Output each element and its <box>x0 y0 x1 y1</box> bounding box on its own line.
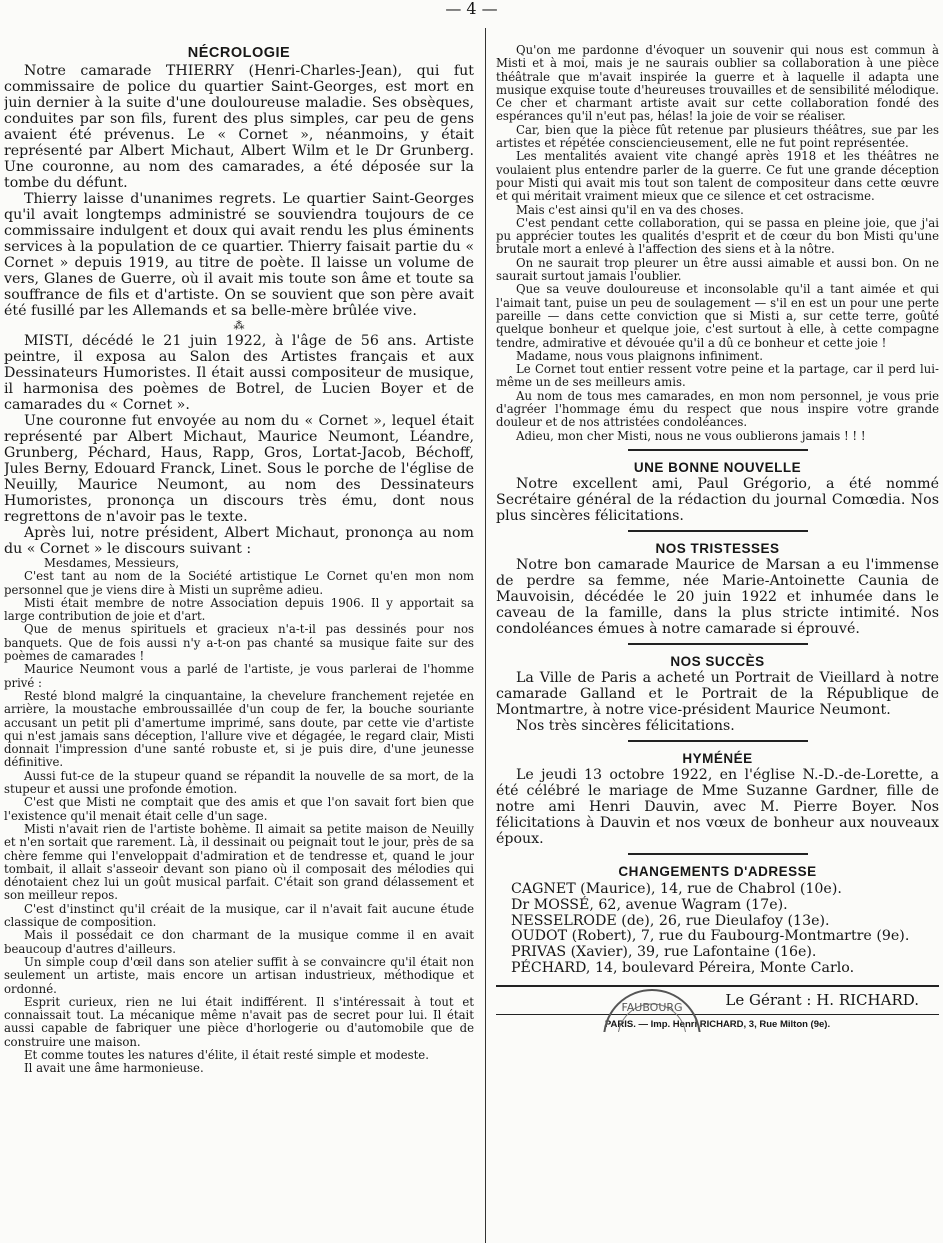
speech-paragraph: Misti n'avait rien de l'artiste bohème. Il aimait sa petite maison de Neuilly et n'en sortait que rarement. Là, il dessinait ou peignait tout le jour, près de sa chère femme qui l'enveloppait d'admiration et de tendresse et, quand le jour tombait, il allait s'asseoir devant son piano où il composait des mélodies qui dénotaient chez lui un goût musical parfait. C'était son grand délassement et son meilleur repos. <box>4 821 474 903</box>
bonne-nouvelle-title: UNE BONNE NOUVELLE <box>633 459 802 475</box>
necrologie-title: NÉCROLOGIE <box>187 45 291 61</box>
speech-paragraph: Maurice Neumont vous a parlé de l'artiste, je vous parlerai de l'homme privé : <box>4 662 474 690</box>
speech-paragraph: Car, bien que la pièce fût retenue par plusieurs théâtres, sue par les artistes et répétée consciencieusement, elle ne fut point représentée. <box>496 122 939 151</box>
necrologie-paragraph: Notre camarade THIERRY (Henri-Charles-Jean), qui fut commissaire de police du quartier Saint-Georges, est mort en juin dernier à la suite d'une douloureuse maladie. Ses obsèques, conduites par son fils, furent des plus simples, car peu de gens avaient été prévenus. Le « Cornet », néanmoins, y était représenté par Albert Michaut, Albert Wilm et le Dr Grunberg. Une couronne, au nom des camarades, a été déposée sur la tombe du défunt. <box>4 63 474 191</box>
succes-text: Nos très sincères félicitations. <box>516 717 735 734</box>
hymenee-title: HYMÉNÉE <box>682 750 753 766</box>
speech-paragraph: Le Cornet tout entier ressent votre peine et la partage, car il perd lui-même un de ses meilleurs amis. <box>496 362 939 390</box>
speech-paragraph: Aussi fut-ce de la stupeur quand se répandit la nouvelle de sa mort, de la stupeur et aussi une profonde émotion. <box>4 768 474 797</box>
printer-line: PARIS. — Imp. Henri RICHARD, 3, Rue Milton (9e). <box>496 1014 939 1032</box>
speech-text <box>4 570 474 1075</box>
address-item: Dr MOSSÉ, 62, avenue Wagram (17e). <box>511 896 788 913</box>
footer <box>496 985 939 1032</box>
hymenee-text: Le jeudi 13 octobre 1922, en l'église N.-D.-de-Lorette, a été célébré le mariage de Mme Suzanne Gardner, fille de notre ami Henri Dauvin, avec M. Pierre Boyer. Nos félicitations à Dauvin et nos vœux de bonheur aux nouveaux époux. <box>496 766 939 847</box>
speech-paragraph: Madame, nous vous plaignons infiniment. <box>516 348 763 363</box>
speech-paragraph: Il avait une âme harmonieuse. <box>24 1061 204 1076</box>
speech-paragraph: Mais c'est ainsi qu'il en va des choses. <box>516 202 744 217</box>
speech-paragraph: Les mentalités avaient vite changé après 1918 et les théâtres ne voulaient plus entendre parler de la guerre. Ce fut une grande déception pour Misti qui avait mis tout son talent de compositeur dans cette œuvre et qui méritait vraiment mieux que ce silence et cet ostracisme. <box>496 149 939 204</box>
address-item: OUDOT (Robert), 7, rue du Faubourg-Montmartre (9e). <box>511 928 910 945</box>
tristesses-title: NOS TRISTESSES <box>655 540 780 556</box>
speech-paragraph: C'est tant au nom de la Société artistique Le Cornet qu'en mon nom personnel que je viens dire à Misti un suprême adieu. <box>4 569 474 597</box>
address-item: PÉCHARD, 14, boulevard Péreira, Monte Carlo. <box>511 959 855 976</box>
ornament: ⁂ <box>233 319 245 332</box>
necrologie-paragraph: Après lui, notre président, Albert Michaut, prononça au nom du « Cornet » le discours suivant : <box>4 525 474 557</box>
right-column <box>496 44 939 1032</box>
section-rule <box>628 530 808 532</box>
bonne-nouvelle-text: Notre excellent ami, Paul Grégorio, a été nommé Secrétaire général de la rédaction du journal Comœdia. Nos plus sincères félicitations. <box>496 475 939 524</box>
section-rule <box>628 449 808 451</box>
speech-paragraph: Esprit curieux, rien ne lui était indifférent. Il s'intéressait à tout et connaissait tout. La mécanique même n'avait pas de secret pour lui. Il était aussi capable de fabriquer une pièce d'horlogerie ou d'automobile que de construire une maison. <box>4 994 474 1049</box>
speech-paragraph: Que de menus spirituels et gracieux n'a-t-il pas dessinés pour nos banquets. Que de fois aussi n'y a-t-on pas chanté sa musique faite sur des poèmes de camarades ! <box>4 622 474 664</box>
page-number: — 4 — <box>445 0 498 18</box>
speech-paragraph: Et comme toutes les natures d'élite, il était resté simple et modeste. <box>24 1047 429 1062</box>
speech-paragraph: Misti était membre de notre Association depuis 1906. Il y apportait sa large contribution de joie et d'art. <box>4 595 474 624</box>
column-divider <box>485 28 486 1243</box>
tristesses-text: Notre bon camarade Maurice de Marsan a eu l'immense de perdre sa femme, née Marie-Antoinette Caunia de Mauvoisin, décédée le 20 juin 1922 et inhumée dans le caveau de la famille, dans la plus stricte intimité. Nos condoléances émues à notre camarade si éprouvé. <box>496 556 939 637</box>
adresses-title: CHANGEMENTS D'ADRESSE <box>618 863 817 879</box>
speech-paragraph: On ne saurait trop pleurer un être aussi aimable et aussi bon. On ne saurait surtout jamais l'oublier. <box>496 255 939 284</box>
speech-paragraph: C'est pendant cette collaboration, qui se passa en pleine joie, que j'ai pu apprécier toutes les qualités d'esprit et de cœur du bon Misti qu'une brutale mort a enlevé à l'affection des siens et à la nôtre. <box>496 215 939 257</box>
speech-paragraph: Que sa veuve douloureuse et inconsolable qu'il a tant aimée et qui l'aimait tant, puise un peu de soulagement — s'il en est un pour une perte pareille — dans cette conviction que si Misti a, sur cette terre, goûté quelque bonheur et quelque joie, c'est surtout à elle, à cette compagne tendre, admirative et dévouée qu'il a dû ce bonheur et cette joie ! <box>496 282 939 350</box>
necrologie-paragraph: Une couronne fut envoyée au nom du « Cornet », lequel était représenté par Albert Michaut, Maurice Neumont, Léandre, Grunberg, Péchard, Haus, Rapp, Gros, Lortat-Jacob, Béchoff, Jules Berny, Edouard Franck, Linet. Sous le porche de l'église de Neuilly, Maurice Neumont, au nom des Dessinateurs Humoristes, prononça un discours très ému, dont nous regrettons de n'avoir pas le texte. <box>4 413 474 525</box>
speech-paragraph: C'est d'instinct qu'il créait de la musique, car il n'avait fait aucune étude classique de composition. <box>4 901 474 930</box>
necrologie-paragraph: MISTI, décédé le 21 juin 1922, à l'âge de 56 ans. Artiste peintre, il exposa au Salon des Artistes français et aux Dessinateurs Humoristes. Il était aussi compositeur de musique, il harmonisa des poèmes de Botrel, de Lucien Boyer et de camarades du « Cornet ». <box>4 333 474 413</box>
gerant-signature: Le Gérant : H. RICHARD. <box>725 990 919 1009</box>
svg-text:FAUBOURG: FAUBOURG <box>621 1000 683 1014</box>
address-item: CAGNET (Maurice), 14, rue de Chabrol (10e). <box>511 880 842 897</box>
address-item: PRIVAS (Xavier), 39, rue Lafontaine (16e). <box>511 944 817 961</box>
necrologie-paragraph: Thierry laisse d'unanimes regrets. Le quartier Saint-Georges qu'il avait longtemps administré se souviendra toujours de ce commissaire indulgent et doux qui avait rendu les plus éminents services à la population de ce quartier. Thierry faisait partie du « Cornet » depuis 1919, au titre de poète. Il laisse un volume de vers, Glanes de Guerre, où il avait mis toute son âme et toute sa souffrance de fils et d'artiste. On se souvient que son père avait été fusillé par les Allemands et sa belle-mère brûlée vive. <box>4 191 474 319</box>
address-list <box>496 882 939 977</box>
section-rule <box>628 643 808 645</box>
speech-paragraph: C'est que Misti ne comptait que des amis et que l'on savait fort bien que l'existence qu'il menait était celle d'un sage. <box>4 795 474 823</box>
speech-paragraph: Qu'on me pardonne d'évoquer un souvenir qui nous est commun à Misti et à moi, mais je ne saurais oublier sa collaboration à une pièce théâtrale que m'avait inspirée la guerre et à laquelle il adapta une musique exquise toute d'heureuses trouvailles et de sensibilité mélodique. Ce cher et charmant artiste avait sur cette collaboration fondé des espérances qu'il n'eut pas, hélas! la joie de voir se réaliser. <box>496 44 939 124</box>
succes-title: NOS SUCCÈS <box>670 653 765 669</box>
succes-text: La Ville de Paris a acheté un Portrait de Vieillard à notre camarade Galland et le Portrait de la République de Montmartre, à notre vice-président Maurice Neumont. <box>496 669 939 718</box>
speech-paragraph: Adieu, mon cher Misti, nous ne vous oublierons jamais ! ! ! <box>516 428 866 443</box>
speech-continuation <box>496 44 939 443</box>
speech-paragraph: Mais il possédait ce don charmant de la musique comme il en avait beaucoup d'autres d'ailleurs. <box>4 928 474 956</box>
speech-paragraph: Resté blond malgré la cinquantaine, la chevelure franchement rejetée en arrière, la moustache embroussaillée d'un coup de fer, la bouche souriante accusant un petit pli d'amertume imprimé, sans doute, par cette vie d'artiste qui n'est jamais sans déception, l'allure vive et dégagée, le regard clair, Misti donnait l'impression d'une santé robuste et, si je puis dire, d'une jeunesse définitive. <box>4 688 474 770</box>
stamp-icon <box>592 983 712 1032</box>
speech-salutation: Mesdames, Messieurs, <box>44 556 180 570</box>
section-rule <box>628 740 808 742</box>
left-column <box>4 44 474 1076</box>
speech-paragraph: Au nom de tous mes camarades, en mon nom personnel, je vous prie d'agréer l'hommage ému du respect que nous inspire votre grande douleur et de nos attristées condoléances. <box>496 388 939 430</box>
speech-paragraph: Un simple coup d'œil dans son atelier suffit à se convaincre qu'il était non seulement un artiste, mais encore un artisan industrieux, méthodique et ordonné. <box>4 954 474 996</box>
section-rule <box>628 853 808 855</box>
address-item: NESSELRODE (de), 26, rue Dieulafoy (13e). <box>511 912 830 929</box>
